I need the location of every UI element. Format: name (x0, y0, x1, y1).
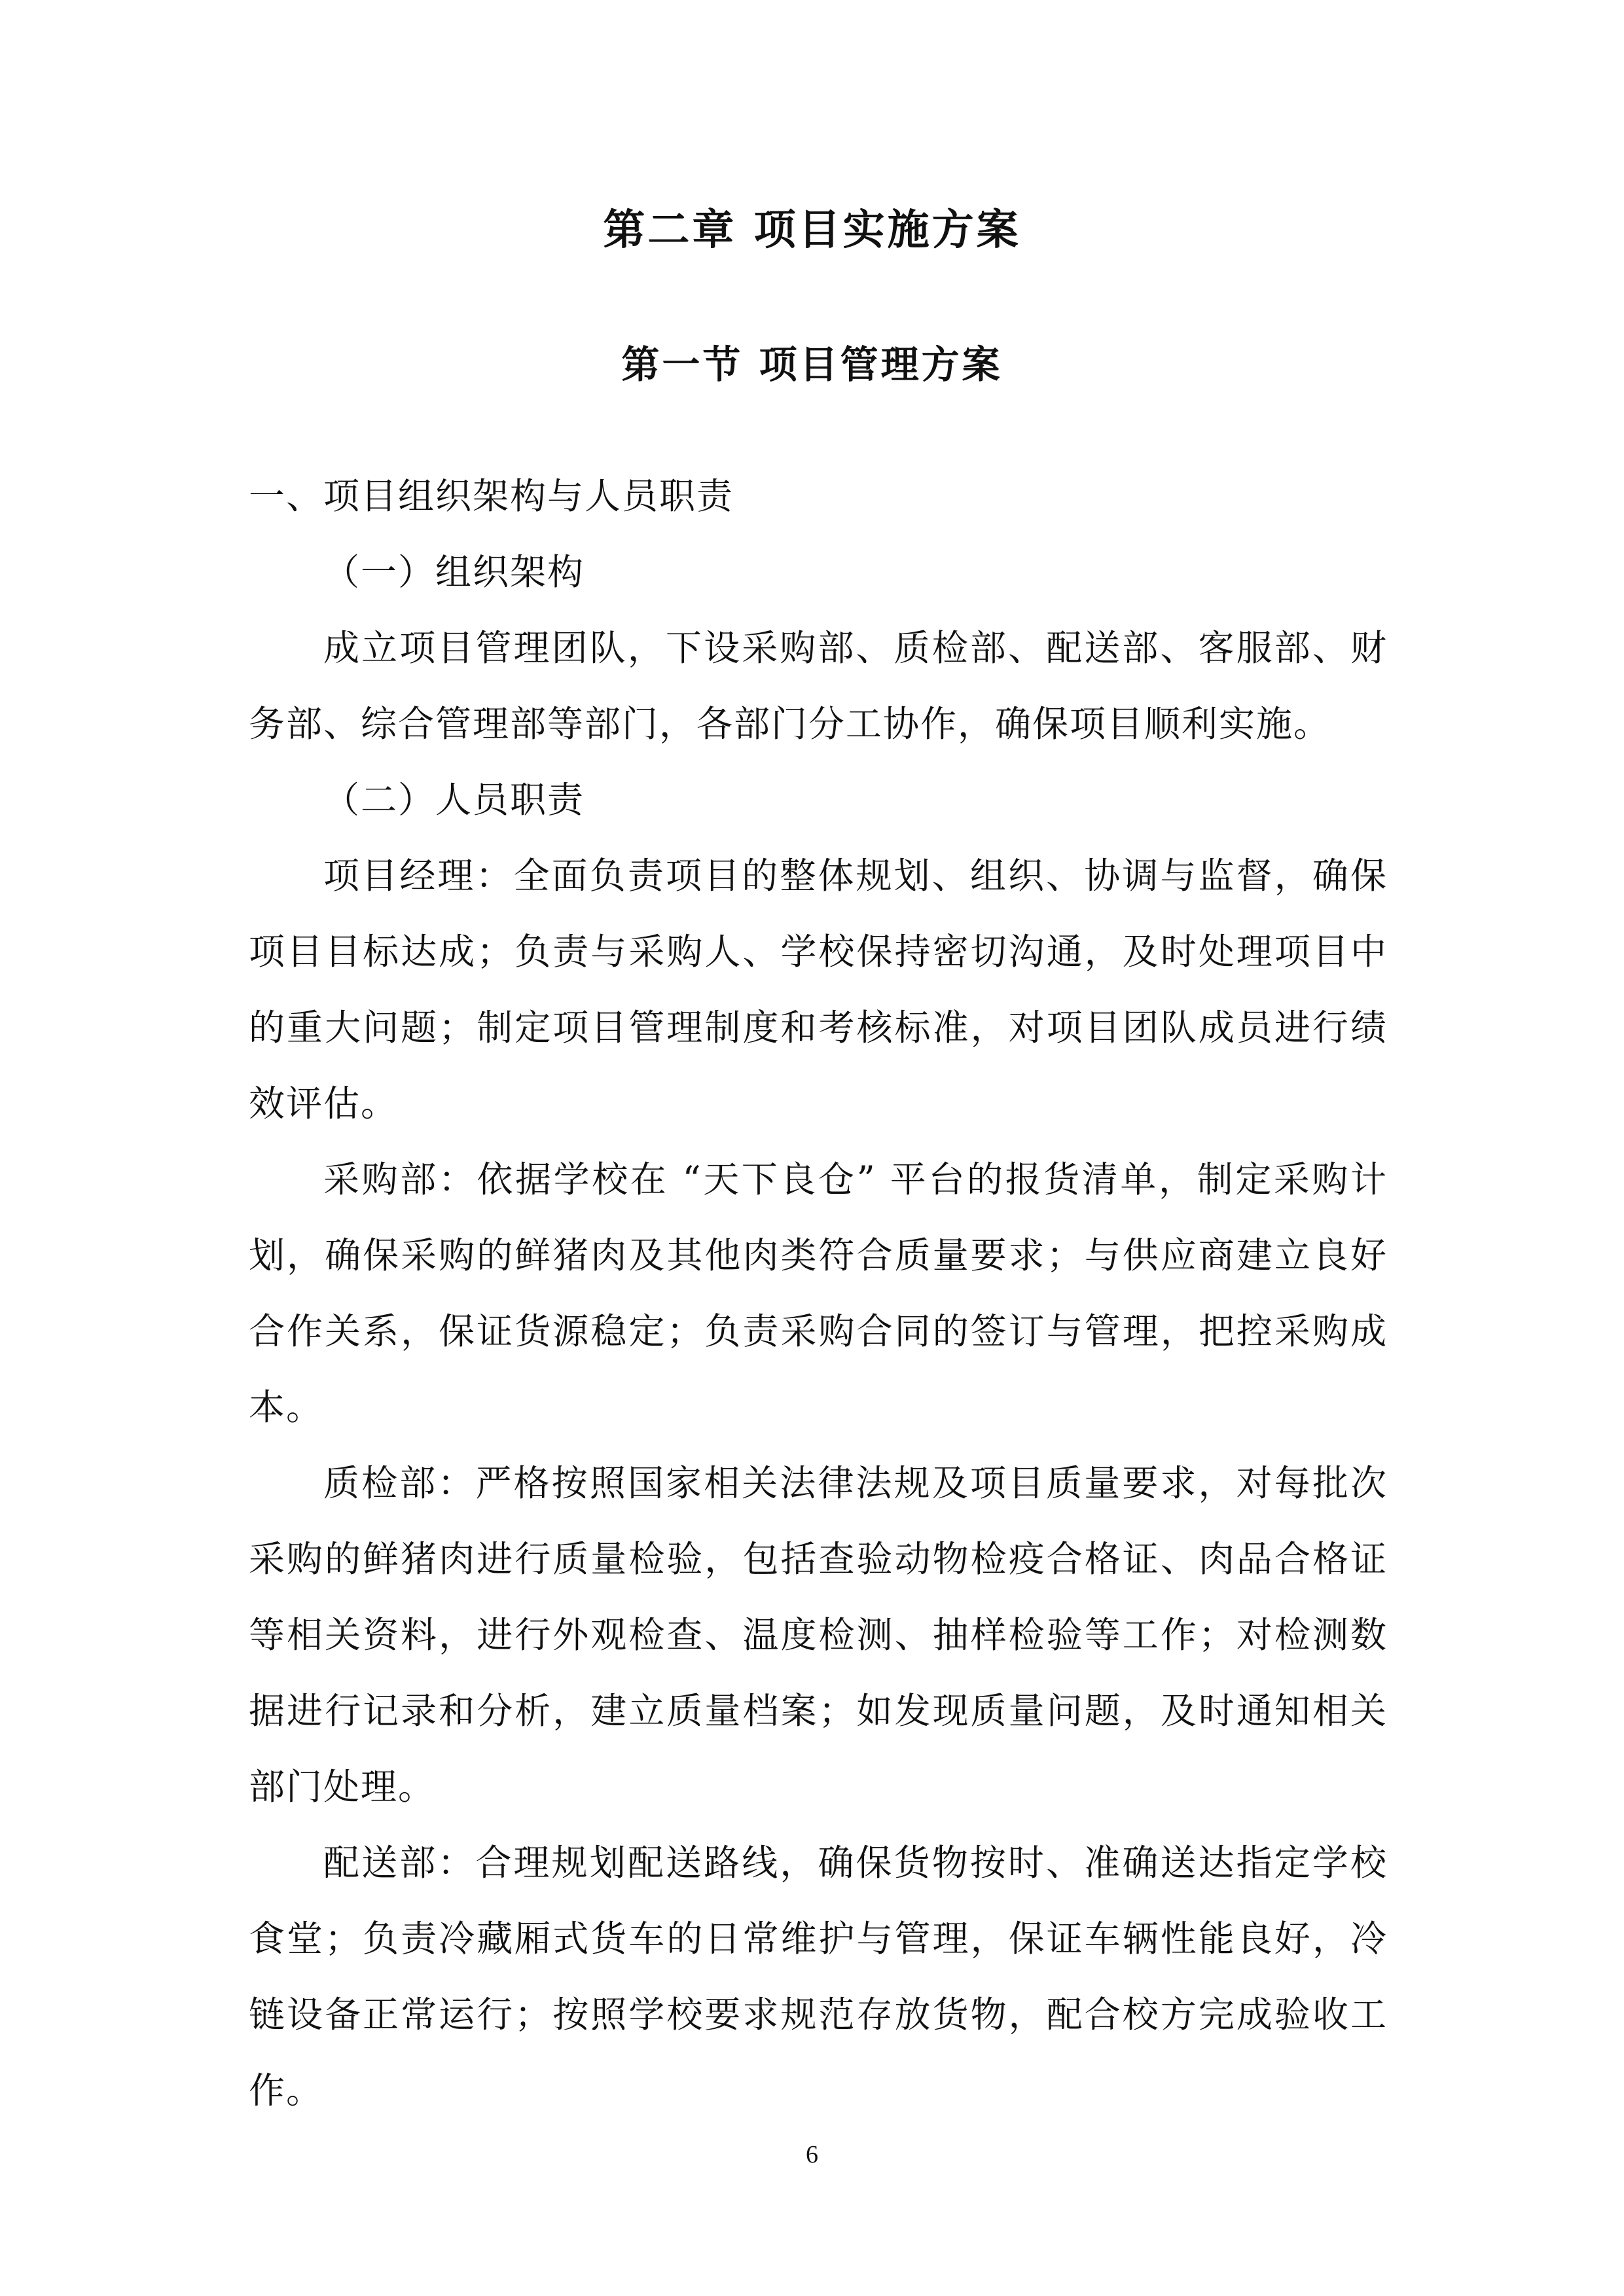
subheading-staff-duties: （二）人员职责 (323, 779, 585, 821)
document-body (249, 458, 1388, 2128)
paragraph-org-structure: 成立项目管理团队，下设采购部、质检部、配送部、客服部、财务部、综合管理部等部门，各部门分工协作，确保项目顺利实施。 (249, 627, 1388, 745)
paragraph-purchasing-dept: 采购部：依据学校在 “天下良仓” 平台的报货清单，制定采购计划，确保采购的鲜猪肉及其他肉类符合质量要求；与供应商建立良好合作关系，保证货源稳定；负责采购合同的签订与管理，把控采购成本。 (249, 1158, 1388, 1428)
paragraph-quality-dept: 质检部：严格按照国家相关法律法规及项目质量要求，对每批次采购的鲜猪肉进行质量检验，包括查验动物检疫合格证、肉品合格证等相关资料，进行外观检查、温度检测、抽样检验等工作；对检测数据进行记录和分析，建立质量档案；如发现质量问题，及时通知相关部门处理。 (249, 1462, 1388, 1808)
heading-org-and-duties: 一、项目组织架构与人员职责 (249, 475, 734, 517)
page-number: 6 (806, 2141, 818, 2168)
subheading-org-structure: （一）组织架构 (323, 551, 585, 593)
chapter-title: 第二章 项目实施方案 (603, 206, 1021, 255)
paragraph-project-manager: 项目经理：全面负责项目的整体规划、组织、协调与监督，确保项目目标达成；负责与采购人、学校保持密切沟通，及时处理项目中的重大问题；制定项目管理制度和考核标准，对项目团队成员进行绩效评估。 (249, 855, 1388, 1124)
section-title: 第一节 项目管理方案 (621, 342, 1003, 387)
paragraph-delivery-dept: 配送部：合理规划配送路线，确保货物按时、准确送达指定学校食堂；负责冷藏厢式货车的日常维护与管理，保证车辆性能良好，冷链设备正常运行；按照学校要求规范存放货物，配合校方完成验收工作。 (249, 1842, 1388, 2111)
